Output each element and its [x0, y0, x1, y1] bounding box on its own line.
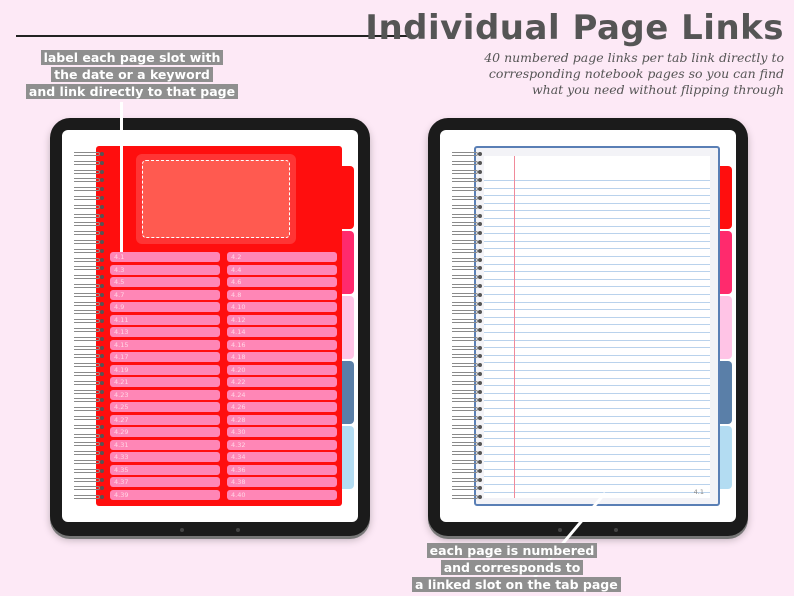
spiral-ring: [452, 240, 478, 244]
spiral-ring: [452, 381, 478, 385]
page-slot-link[interactable]: [110, 402, 220, 412]
page-slot-link[interactable]: [227, 390, 337, 400]
page-subtitle: [424, 50, 784, 98]
spiral-ring: [452, 372, 478, 376]
spiral-ring: [74, 390, 100, 394]
spiral-ring: [74, 170, 100, 174]
spiral-hole: [478, 390, 482, 394]
section-tab[interactable]: [342, 166, 354, 229]
ruled-line: [484, 256, 710, 257]
slot-number: 4.4: [231, 265, 242, 274]
spiral-hole: [100, 469, 104, 473]
ruled-line: [484, 454, 710, 455]
page-slot-link[interactable]: [110, 290, 220, 300]
ruled-line: [484, 469, 710, 470]
slot-number: 4.36: [231, 465, 246, 474]
header-rule: [16, 35, 408, 37]
page-slot-link[interactable]: [110, 340, 220, 350]
ruled-line: [484, 492, 710, 493]
section-tab[interactable]: [720, 296, 732, 359]
spiral-ring: [452, 187, 478, 191]
spiral-ring: [74, 328, 100, 332]
ruled-line: [484, 385, 710, 386]
tablet-notebook-page: [428, 118, 748, 536]
page-number[interactable]: 4.1: [693, 488, 704, 496]
spiral-hole: [478, 372, 482, 376]
page-slot-link[interactable]: [227, 290, 337, 300]
spiral-hole: [100, 249, 104, 253]
spiral-hole: [478, 196, 482, 200]
page-slot-link[interactable]: [110, 452, 220, 462]
page-slot-link[interactable]: [110, 390, 220, 400]
callout-page-numbered: [412, 543, 618, 594]
ruled-line: [484, 218, 710, 219]
slot-number: 4.3: [114, 265, 125, 274]
ruled-line: [484, 378, 710, 379]
spiral-ring: [452, 196, 478, 200]
spiral-ring: [452, 170, 478, 174]
page-slot-link[interactable]: [110, 277, 220, 287]
page-slot-link[interactable]: [110, 465, 220, 475]
ruled-line: [484, 286, 710, 287]
page-slot-link[interactable]: [227, 340, 337, 350]
callout-label-slots: [22, 50, 242, 101]
spiral-ring: [452, 319, 478, 323]
camera-dot: [236, 528, 240, 532]
spiral-ring: [74, 222, 100, 226]
slot-number: 4.37: [114, 478, 129, 486]
section-tab[interactable]: [342, 231, 354, 294]
spiral-hole: [478, 328, 482, 332]
ruled-line: [484, 195, 710, 196]
spiral-ring: [452, 354, 478, 358]
spiral-ring: [74, 478, 100, 482]
spiral-ring: [74, 275, 100, 279]
spiral-hole: [100, 170, 104, 174]
spiral-hole: [100, 381, 104, 385]
spiral-ring: [74, 451, 100, 455]
spiral-hole: [478, 460, 482, 464]
page-slot-link[interactable]: [227, 315, 337, 325]
spiral-hole: [478, 478, 482, 482]
ruled-line: [484, 423, 710, 424]
spiral-ring: [452, 451, 478, 455]
page-slot-link[interactable]: [110, 352, 220, 362]
tablet-screen: [440, 130, 736, 522]
callout-line: label each page slot with: [41, 50, 224, 65]
page-slot-link[interactable]: [110, 265, 220, 275]
ruled-line: [484, 180, 710, 181]
spiral-ring: [452, 416, 478, 420]
callout-line: and link directly to that page: [26, 84, 238, 99]
slot-number: 4.38: [231, 478, 246, 486]
spiral-ring: [74, 258, 100, 262]
subtitle-line: corresponding notebook pages so you can find: [488, 66, 784, 81]
slot-number: 4.14: [231, 328, 246, 336]
spiral-ring: [452, 205, 478, 209]
callout-line: each page is numbered: [427, 543, 598, 558]
spiral-ring: [452, 284, 478, 288]
slot-number: 4.22: [231, 378, 246, 386]
spiral-ring: [74, 214, 100, 218]
ruled-line: [484, 294, 710, 295]
slot-number: 4.24: [231, 390, 246, 399]
slot-number: 4.9: [114, 303, 125, 311]
ruled-line: [484, 355, 710, 356]
spiral-ring: [74, 337, 100, 341]
page-slot-link[interactable]: [110, 365, 220, 375]
spiral-ring: [452, 425, 478, 429]
spiral-ring: [452, 469, 478, 473]
spiral-hole: [478, 240, 482, 244]
page-slot-link[interactable]: [110, 252, 220, 262]
spiral-ring: [452, 249, 478, 253]
slot-number: 4.12: [231, 315, 246, 324]
page-slot-link[interactable]: [110, 427, 220, 437]
spiral-hole: [100, 337, 104, 341]
callout-line: the date or a keyword: [51, 67, 213, 82]
ruled-line: [484, 370, 710, 371]
spiral-ring: [452, 293, 478, 297]
page-slot-link[interactable]: [110, 377, 220, 387]
spiral-hole: [100, 293, 104, 297]
page-slot-link[interactable]: [227, 352, 337, 362]
section-tab[interactable]: [720, 426, 732, 489]
slot-number: 4.18: [231, 353, 246, 361]
page-slot-link[interactable]: [227, 252, 337, 262]
spiral-hole: [478, 425, 482, 429]
slot-number: 4.35: [114, 465, 129, 474]
spiral-ring: [74, 486, 100, 490]
ruled-line: [484, 438, 710, 439]
spiral-hole: [100, 214, 104, 218]
spiral-ring: [452, 266, 478, 270]
ruled-line: [484, 476, 710, 477]
spiral-hole: [478, 346, 482, 350]
slot-number: 4.16: [231, 340, 246, 349]
spiral-hole: [100, 390, 104, 394]
spiral-ring: [452, 310, 478, 314]
spiral-hole: [478, 152, 482, 156]
slot-number: 4.8: [231, 290, 242, 299]
spiral-ring: [74, 240, 100, 244]
page-slot-link[interactable]: [227, 327, 337, 337]
camera-dot: [558, 528, 562, 532]
ruled-line: [484, 279, 710, 280]
callout-line: a linked slot on the tab page: [412, 577, 621, 592]
ruled-line: [484, 203, 710, 204]
page-title: Individual Page Links: [365, 8, 784, 48]
ruled-line: [484, 233, 710, 234]
spiral-ring: [74, 407, 100, 411]
slot-number: 4.7: [114, 290, 125, 299]
spiral-ring: [452, 407, 478, 411]
ruled-line: [484, 347, 710, 348]
ruled-line: [484, 241, 710, 242]
spiral-ring: [452, 302, 478, 306]
spiral-ring: [74, 372, 100, 376]
spiral-hole: [100, 284, 104, 288]
notebook-cover: [96, 146, 342, 506]
section-tab[interactable]: [720, 166, 732, 229]
ruled-line: [484, 461, 710, 462]
page-slot-link[interactable]: [227, 465, 337, 475]
tablet-screen: [62, 130, 358, 522]
spiral-ring: [74, 346, 100, 350]
spiral-ring: [452, 222, 478, 226]
spiral-ring: [452, 486, 478, 490]
subtitle-line: 40 numbered page links per tab link directly to: [484, 50, 784, 65]
callout-pointer: [120, 102, 123, 252]
spiral-hole: [100, 328, 104, 332]
spiral-ring: [74, 310, 100, 314]
slot-number: 4.2: [231, 253, 242, 261]
spiral-ring: [452, 161, 478, 165]
tablet-tab-page: [50, 118, 370, 536]
ruled-line: [484, 431, 710, 432]
slot-number: 4.39: [114, 490, 129, 499]
page-slot-link[interactable]: [227, 440, 337, 450]
slot-number: 4.6: [231, 278, 242, 286]
slot-number: 4.11: [114, 315, 129, 324]
spiral-hole: [100, 434, 104, 438]
spiral-ring: [74, 293, 100, 297]
spiral-hole: [100, 478, 104, 482]
spiral-hole: [478, 293, 482, 297]
page-slot-link[interactable]: [110, 302, 220, 312]
spiral-ring: [74, 161, 100, 165]
slot-number: 4.27: [114, 415, 129, 424]
slot-number: 4.19: [114, 365, 129, 374]
page-slot-link[interactable]: [227, 377, 337, 387]
spiral-ring: [74, 205, 100, 209]
ruled-line: [484, 302, 710, 303]
ruled-line: [484, 188, 710, 189]
spiral-hole: [100, 346, 104, 350]
spiral-ring: [452, 231, 478, 235]
spiral-ring: [74, 425, 100, 429]
spiral-ring: [74, 416, 100, 420]
spiral-ring: [452, 152, 478, 156]
page-slot-link[interactable]: [110, 490, 220, 500]
spiral-ring: [452, 337, 478, 341]
section-tab[interactable]: [342, 426, 354, 489]
spiral-hole: [100, 196, 104, 200]
spiral-ring: [452, 328, 478, 332]
spiral-hole: [100, 240, 104, 244]
ruled-line: [484, 210, 710, 211]
ruled-line: [484, 226, 710, 227]
spiral-ring: [452, 478, 478, 482]
spiral-ring: [74, 495, 100, 499]
spiral-ring: [74, 284, 100, 288]
slot-number: 4.29: [114, 428, 129, 436]
ruled-line: [484, 362, 710, 363]
slot-number: 4.31: [114, 440, 129, 449]
slot-number: 4.40: [231, 490, 246, 499]
spiral-ring: [74, 442, 100, 446]
ruled-line: [484, 393, 710, 394]
spiral-ring: [74, 363, 100, 367]
ruled-line: [484, 324, 710, 325]
spiral-hole: [478, 205, 482, 209]
slot-number: 4.17: [114, 353, 129, 361]
spiral-hole: [100, 161, 104, 165]
subtitle-line: what you need without flipping through: [531, 82, 784, 97]
ruled-line: [484, 340, 710, 341]
ruled-line: [484, 400, 710, 401]
spiral-ring: [74, 187, 100, 191]
spiral-ring: [74, 266, 100, 270]
label-box[interactable]: [136, 154, 296, 244]
slot-number: 4.15: [114, 340, 129, 349]
spiral-ring: [74, 354, 100, 358]
spiral-hole: [100, 152, 104, 156]
page-slot-link[interactable]: [227, 365, 337, 375]
page-slot-link[interactable]: [227, 490, 337, 500]
spiral-hole: [478, 302, 482, 306]
slot-number: 4.33: [114, 453, 129, 461]
spiral-hole: [478, 434, 482, 438]
section-tab[interactable]: [720, 361, 732, 424]
spiral-ring: [452, 434, 478, 438]
spiral-ring: [452, 442, 478, 446]
slot-number: 4.21: [114, 378, 129, 386]
ruled-line: [484, 408, 710, 409]
spiral-ring: [452, 398, 478, 402]
page-slot-link[interactable]: [110, 315, 220, 325]
spiral-ring: [74, 231, 100, 235]
ruled-line: [484, 248, 710, 249]
spiral-ring: [74, 302, 100, 306]
spiral-hole: [100, 258, 104, 262]
ruled-line: [484, 271, 710, 272]
ruled-line: [484, 484, 710, 485]
spiral-hole: [478, 214, 482, 218]
spiral-hole: [478, 249, 482, 253]
spiral-hole: [100, 205, 104, 209]
page-slot-link[interactable]: [227, 265, 337, 275]
section-tab[interactable]: [342, 296, 354, 359]
slot-number: 4.10: [231, 303, 246, 311]
spiral-ring: [452, 258, 478, 262]
spiral-ring: [452, 275, 478, 279]
spiral-ring: [452, 390, 478, 394]
ruled-line: [484, 309, 710, 310]
spiral-ring: [452, 495, 478, 499]
callout-line: and corresponds to: [441, 560, 584, 575]
page-slot-link[interactable]: [227, 302, 337, 312]
camera-dot: [180, 528, 184, 532]
page-slot-link[interactable]: [227, 415, 337, 425]
spiral-hole: [478, 161, 482, 165]
ruled-line: [484, 416, 710, 417]
slot-number: 4.20: [231, 365, 246, 374]
page-slot-link[interactable]: [227, 452, 337, 462]
page-slot-link[interactable]: [110, 327, 220, 337]
spiral-hole: [100, 416, 104, 420]
spiral-hole: [478, 469, 482, 473]
slot-number: 4.13: [114, 328, 129, 336]
slot-number: 4.1: [114, 253, 125, 261]
page-slot-link[interactable]: [110, 415, 220, 425]
spiral-ring: [74, 398, 100, 402]
spiral-hole: [478, 284, 482, 288]
spiral-hole: [478, 416, 482, 420]
page-slot-link[interactable]: [227, 277, 337, 287]
spiral-hole: [100, 425, 104, 429]
slot-number: 4.28: [231, 415, 246, 424]
camera-dot: [614, 528, 618, 532]
spiral-hole: [100, 372, 104, 376]
spiral-ring: [74, 196, 100, 200]
margin-line: [514, 156, 515, 498]
page-slot-link[interactable]: [227, 477, 337, 487]
slot-number: 4.25: [114, 403, 129, 411]
notebook-page: [474, 146, 720, 506]
slot-number: 4.34: [231, 453, 246, 461]
page-slot-link[interactable]: [227, 402, 337, 412]
spiral-ring: [74, 178, 100, 182]
lined-paper: [484, 156, 710, 498]
page-slot-link[interactable]: [110, 440, 220, 450]
label-box-inner: [142, 160, 290, 238]
spiral-hole: [100, 302, 104, 306]
spiral-hole: [478, 381, 482, 385]
ruled-line: [484, 446, 710, 447]
spiral-ring: [74, 152, 100, 156]
section-tab[interactable]: [720, 231, 732, 294]
spiral-ring: [74, 319, 100, 323]
slot-number: 4.26: [231, 403, 246, 411]
spiral-hole: [478, 170, 482, 174]
spiral-ring: [452, 460, 478, 464]
spiral-ring: [74, 249, 100, 253]
spiral-ring: [452, 346, 478, 350]
spiral-ring: [452, 214, 478, 218]
page-slot-link[interactable]: [227, 427, 337, 437]
page-slot-link[interactable]: [110, 477, 220, 487]
spiral-ring: [452, 363, 478, 367]
spiral-hole: [478, 337, 482, 341]
ruled-line: [484, 332, 710, 333]
ruled-line: [484, 264, 710, 265]
spiral-hole: [100, 460, 104, 464]
spiral-ring: [74, 381, 100, 385]
spiral-ring: [74, 469, 100, 473]
slot-number: 4.32: [231, 440, 246, 449]
section-tab[interactable]: [342, 361, 354, 424]
spiral-ring: [452, 178, 478, 182]
slot-number: 4.23: [114, 390, 129, 399]
spiral-ring: [74, 434, 100, 438]
spiral-ring: [74, 460, 100, 464]
spiral-hole: [478, 258, 482, 262]
slot-number: 4.5: [114, 278, 125, 286]
ruled-line: [484, 317, 710, 318]
slot-number: 4.30: [231, 428, 246, 436]
